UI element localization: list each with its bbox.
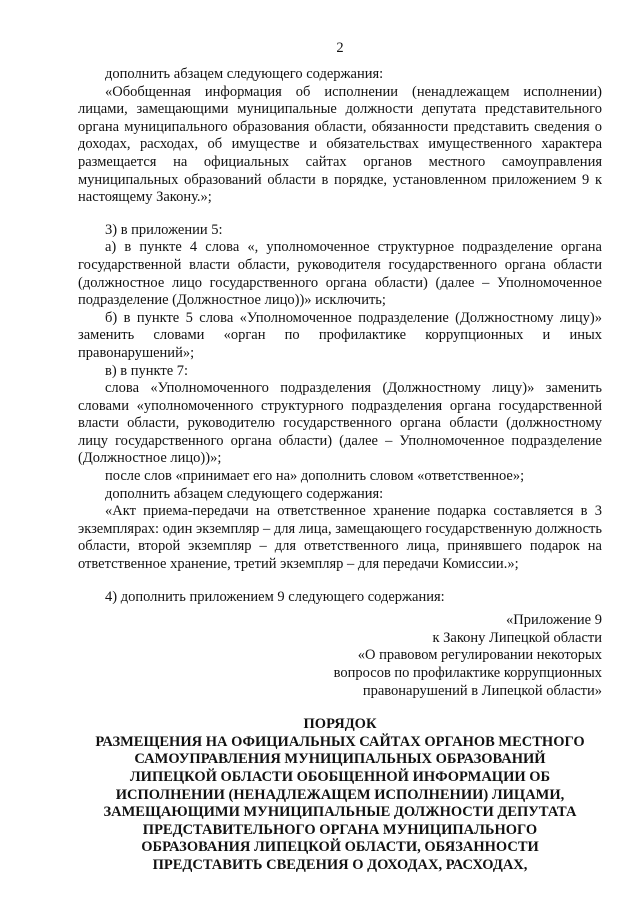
page-number: 2 (336, 40, 344, 56)
appendix-ref-line: правонарушений в Липецкой области» (362, 682, 602, 699)
paragraph-add-word: после слов «принимает его на» дополнить словом «ответственное»; (105, 468, 525, 485)
paragraph-replace-words: слова «Уполномоченного подразделения (Должностному лицу)» заменить словами «уполномоченного структурного подразделения органа государственной власти области, руководителю государственного органа области (должностному лицу государственного органа области) (далее – Уполномоченное подразделение (Должностное лицо))»; (78, 380, 602, 467)
subtitle-line: ОБРАЗОВАНИЯ ЛИПЕЦКОЙ ОБЛАСТИ, ОБЯЗАННОСТИ (141, 839, 539, 856)
paragraph-item-3: 3) в приложении 5: (105, 221, 223, 238)
document-title: ПОРЯДОК (303, 716, 377, 733)
paragraph-item-3a: а) в пункте 4 слова «, уполномоченное структурное подразделение органа государственной власти области, руководителя государственного органа области (должностное лицо государственного органа области) (далее – Уполномоченное подразделение (Должностное лицо))» исключить; (78, 239, 602, 309)
subtitle-line: САМОУПРАВЛЕНИЯ МУНИЦИПАЛЬНЫХ ОБРАЗОВАНИЙ (134, 751, 546, 768)
appendix-ref-line: вопросов по профилактике коррупционных (333, 665, 602, 681)
subtitle-line: ЗАМЕЩАЮЩИМИ МУНИЦИПАЛЬНЫЕ ДОЛЖНОСТИ ДЕПУТАТА (103, 804, 577, 821)
subtitle-line: ПРЕДСТАВИТЕЛЬНОГО ОРГАНА МУНИЦИПАЛЬНОГО (142, 821, 538, 838)
paragraph-add-abzac: дополнить абзацем следующего содержания: (105, 66, 384, 82)
appendix-ref-line: «О правовом регулировании некоторых (357, 647, 602, 664)
paragraph-act-transfer: «Акт приема-передачи на ответственное хранение подарка составляется в 3 экземплярах: один экземпляр – для лица, замещающего государственную должность области, второй экземпляр – для ответственного лица, принявшего подарок на ответственное хранение, третий экземпляр – для передачи Комиссии.»; (78, 503, 602, 573)
paragraph-item-4: 4) дополнить приложением 9 следующего содержания: (105, 588, 445, 605)
document-subtitle (72, 734, 608, 875)
subtitle-line: ЛИПЕЦКОЙ ОБЛАСТИ ОБОБЩЕННОЙ ИНФОРМАЦИИ ОБ (129, 768, 551, 785)
paragraph-generalized-info: «Обобщенная информация об исполнении (ненадлежащем исполнении) лицами, замещающими муниципальные должности депутата представительного органа муниципального образования области, обязанности представить сведения о доходах, расходах, об имуществе и обязательствах имущественного характера размещается на официальных сайтах органов местного самоуправления муниципальных образований области в порядке, установленном приложением 9 к настоящему Закону.»; (78, 83, 602, 206)
appendix-ref-line: к Закону Липецкой области (432, 629, 602, 646)
paragraph-add-abzac-2: дополнить абзацем следующего содержания: (105, 485, 384, 502)
subtitle-line: ИСПОЛНЕНИИ (НЕНАДЛЕЖАЩЕМ ИСПОЛНЕНИИ) ЛИЦАМИ, (115, 786, 565, 803)
appendix-ref-line: «Приложение 9 (506, 612, 602, 629)
paragraph-item-3v: в) в пункте 7: (105, 362, 189, 379)
subtitle-line: РАЗМЕЩЕНИЯ НА ОФИЦИАЛЬНЫХ САЙТАХ ОРГАНОВ МЕСТНОГО (95, 733, 585, 750)
appendix-reference (78, 612, 602, 700)
subtitle-line: ПРЕДСТАВИТЬ СВЕДЕНИЯ О ДОХОДАХ, РАСХОДАХ, (152, 856, 528, 873)
paragraph-item-3b: б) в пункте 5 слова «Уполномоченное подразделение (Должностному лицу)» заменить словами «орган по профилактике коррупционных и иных правонарушений»; (78, 309, 602, 361)
